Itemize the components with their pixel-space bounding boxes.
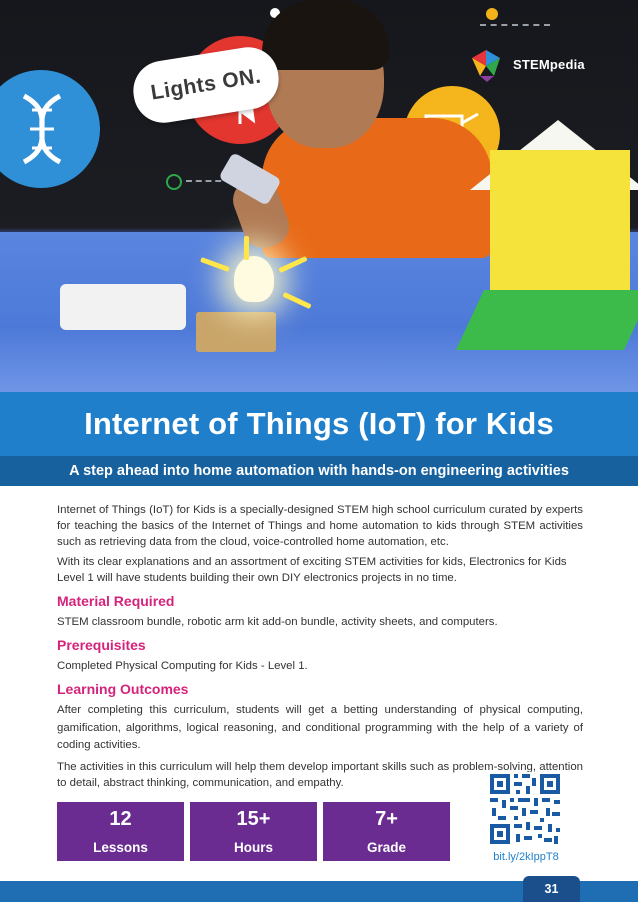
material-text: STEM classroom bundle, robotic arm kit add-on bundle, activity sheets, and computers. (57, 616, 498, 628)
stat-value: 7+ (375, 808, 398, 830)
stat-grade (323, 802, 450, 861)
bulb-base (196, 312, 276, 352)
section-heading-material: Material Required (57, 593, 175, 609)
hero-photo (0, 0, 638, 392)
qr-code[interactable] (488, 772, 562, 846)
page-number-tab (523, 876, 580, 902)
qr-link[interactable]: bit.ly/2kIppT8 (493, 851, 559, 863)
stat-label: Hours (233, 840, 273, 855)
page-subtitle: A step ahead into home automation with hands-on engineering activities (69, 463, 569, 479)
kid-hair (262, 0, 390, 70)
dna-circle (0, 70, 100, 188)
main-content (57, 502, 583, 795)
page-number: 31 (544, 882, 559, 896)
intro-paragraph-2: With its clear explanations and an assortment of exciting STEM activities for kids, Electronics for Kids Level 1 will have students building their own DIY electronics projects in no time. (57, 556, 567, 584)
stats-row (57, 802, 450, 861)
decor-dot (486, 8, 498, 20)
title-banner (0, 392, 638, 456)
prerequisites-text: Completed Physical Computing for Kids - Level 1. (57, 660, 308, 672)
stat-value: 15+ (236, 808, 271, 830)
outcomes-text-2: The activities in this curriculum will help them develop important skills such as problem-solving, attention to detail, abstract thinking, communication, and empathy. (57, 760, 583, 789)
electronics-board (60, 284, 186, 330)
stat-label: Grade (366, 840, 407, 855)
light-bulb (234, 256, 274, 302)
outcomes-text-1: After completing this curriculum, students will get a betting understanding of physical computing, gamification, algorithms, logical reasoning, and conditional programming with the help of a variety of coding activities. (57, 704, 583, 751)
dashed-arrow-line (480, 24, 550, 26)
intro-paragraph-1: Internet of Things (IoT) for Kids is a specially-designed STEM high school curriculum curated by experts for teaching the basics of the Internet of Things and home automation to kids through STEM activities such as retrieving data from the cloud, voice-controlled home automation, etc. (57, 504, 583, 548)
stat-value: 12 (109, 808, 132, 830)
stat-hours (190, 802, 317, 861)
stempedia-logo (468, 44, 585, 84)
stat-lessons (57, 802, 184, 861)
stat-label: Lessons (93, 840, 148, 855)
light-ray (244, 236, 249, 260)
house-lawn (456, 290, 638, 350)
dna-icon (0, 70, 100, 188)
logo-text: STEMpedia (513, 56, 585, 72)
decor-ring (166, 174, 182, 190)
page-title: Internet of Things (IoT) for Kids (84, 406, 554, 441)
model-house (490, 150, 630, 310)
section-heading-prerequisites: Prerequisites (57, 637, 146, 653)
section-heading-outcomes: Learning Outcomes (57, 681, 189, 697)
speech-bubble-text: Lights ON. (149, 64, 263, 105)
stempedia-logo-icon (468, 44, 508, 84)
subtitle-bar (0, 456, 638, 486)
